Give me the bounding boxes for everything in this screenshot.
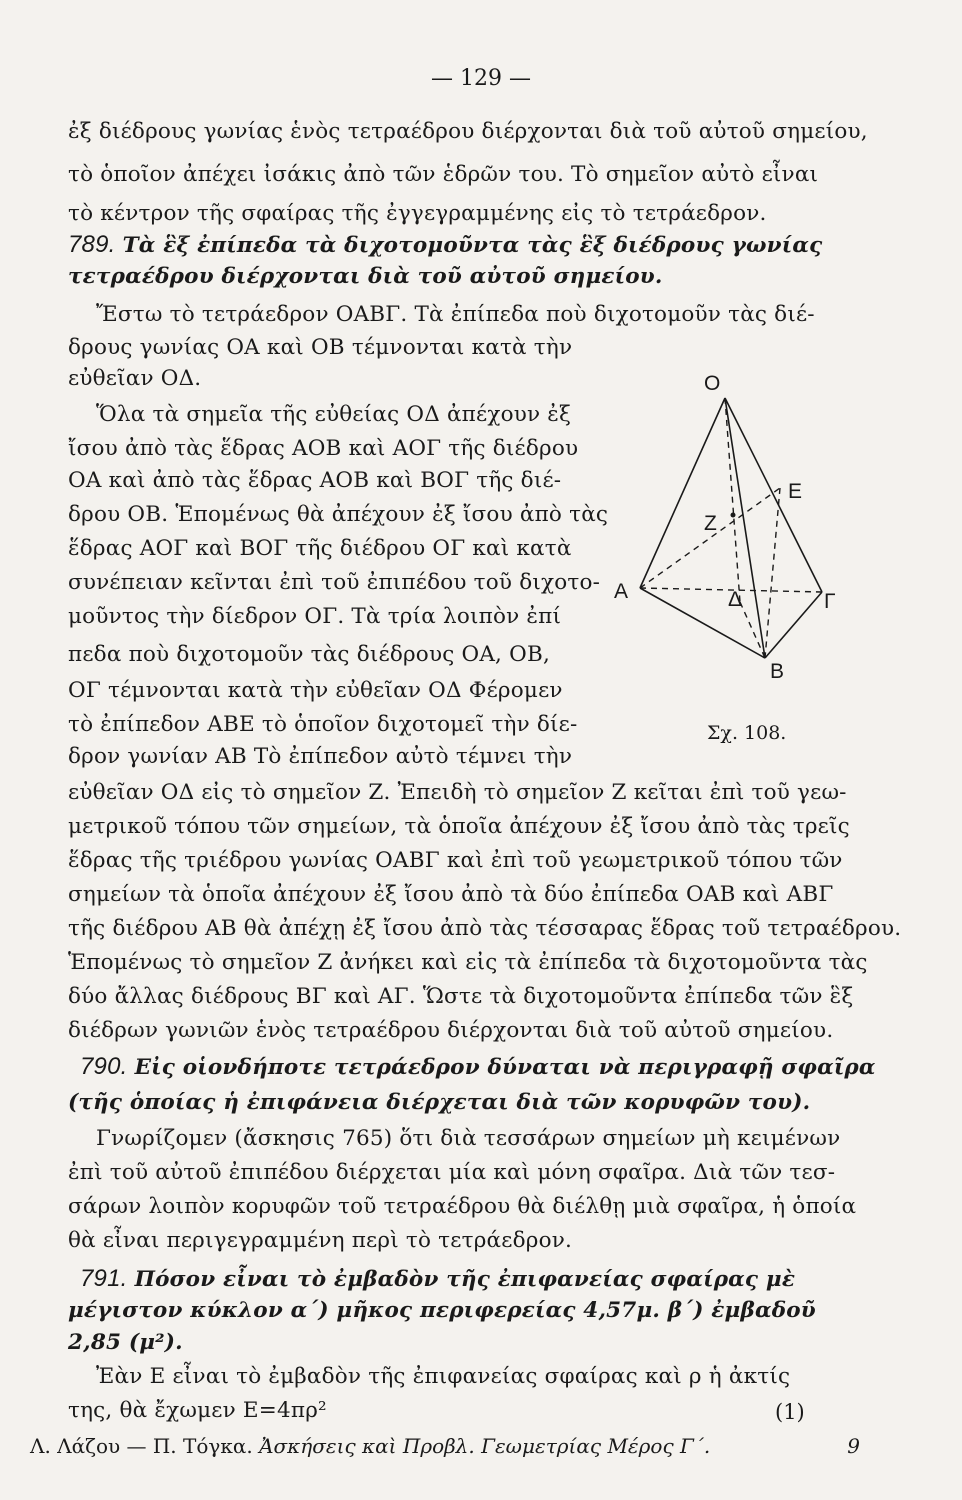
label-Z: Ζ xyxy=(704,512,717,535)
problem-number: 789. xyxy=(68,231,116,258)
problem-number: 790. xyxy=(80,1053,128,1080)
text-line: σημείων τὰ ὁποῖα ἀπέχουν ἐξ ἴσου ἀπὸ τὰ δύο ἐπίπεδα ΟΑΒ καὶ ΑΒΓ xyxy=(68,882,834,907)
figure-caption: Σχ. 108. xyxy=(707,722,787,744)
text-line: ἕδρας ΑΟΓ καὶ ΒΟΓ τῆς διέδρου ΟΓ καὶ κατὰ xyxy=(68,536,572,561)
text-line: ἴσου ἀπὸ τὰς ἕδρας ΑΟΒ καὶ ΑΟΓ τῆς διέδρου xyxy=(68,436,579,461)
text-line: εὐθεῖαν ΟΔ εἰς τὸ σημεῖον Ζ. Ἐπειδὴ τὸ σημεῖον Ζ κεῖται ἐπὶ τοῦ γεω- xyxy=(68,780,847,805)
text-line: Ἐὰν Ε εἶναι τὸ ἐμβαδὸν τῆς ἐπιφανείας σφαίρας καὶ ρ ἡ ἀκτίς xyxy=(96,1364,791,1389)
text-line: μοῦντος τὴν δίεδρον ΟΓ. Τὰ τρία λοιπὸν ἐπί xyxy=(68,604,562,629)
text-line: τετραέδρου διέρχονται διὰ τοῦ αὐτοῦ σημείου. xyxy=(68,264,663,289)
text-line: Ἔστω τὸ τετράεδρον ΟΑΒΓ. Τὰ ἐπίπεδα ποὺ διχοτομοῦν τὰς διέ- xyxy=(96,302,815,327)
text-line: δύο ἄλλας διέδρους ΒΓ καὶ ΑΓ. Ὥστε τὰ διχοτομοῦντα ἐπίπεδα τῶν ἓξ xyxy=(68,984,854,1009)
text-line: (τῆς ὁποίας ἡ ἐπιφάνεια διέρχεται διὰ τῶν κορυφῶν του). xyxy=(68,1090,811,1115)
line-AE xyxy=(640,488,780,588)
problem-number: 791. xyxy=(80,1265,128,1292)
line-OD xyxy=(725,398,740,602)
problem-790-heading: 790. Εἰς οἱονδήποτε τετράεδρον δύναται νὰ περιγραφῇ σφαῖρα xyxy=(80,1053,876,1080)
label-E: Ε xyxy=(788,480,803,503)
point-Z xyxy=(731,513,736,518)
label-B: Β xyxy=(770,660,785,683)
tetrahedron-figure xyxy=(600,370,840,750)
text-line: Γνωρίζομεν (ἄσκησις 765) ὅτι διὰ τεσσάρων σημείων μὴ κειμένων xyxy=(96,1126,841,1151)
label-A: Α xyxy=(614,580,629,603)
label-G: Γ xyxy=(824,590,836,613)
text-line: δρου ΟΒ. Ἑπομένως θὰ ἀπέχουν ἐξ ἴσου ἀπὸ τὰς xyxy=(68,502,609,527)
text-line: Ἑπομένως τὸ σημεῖον Ζ ἀνήκει καὶ εἰς τὰ ἐπίπεδα τὰ διχοτομοῦντα τὰς xyxy=(68,950,868,975)
text-line: ἐπὶ τοῦ αὐτοῦ ἐπιπέδου διέρχεται μία καὶ μόνη σφαῖρα. Διὰ τῶν τεσ- xyxy=(68,1160,836,1185)
page-footer xyxy=(30,1434,860,1458)
footer-authors: Λ. Λάζου — Π. Τόγκα. xyxy=(30,1434,253,1458)
edge-GB xyxy=(765,592,822,658)
text-line: θὰ εἶναι περιγεγραμμένη περὶ τὸ τετράεδρον. xyxy=(68,1228,573,1253)
label-D: Δ xyxy=(728,588,743,611)
footer-page-number: 9 xyxy=(847,1434,860,1458)
footer-title: Ἀσκήσεις καὶ Προβλ. Γεωμετρίας Μέρος Γ΄. xyxy=(259,1434,711,1458)
page-number: — 129 — xyxy=(431,66,531,91)
text-line: ἐξ διέδρους γωνίας ἑνὸς τετραέδρου διέρχονται διὰ τοῦ αὐτοῦ σημείου, xyxy=(68,119,868,144)
equation-number: (1) xyxy=(775,1400,805,1424)
text-line: ἕδρας τῆς τριέδρου γωνίας ΟΑΒΓ καὶ ἐπὶ τοῦ γεωμετρικοῦ τόπου τῶν xyxy=(68,848,843,873)
text-line: δρον γωνίαν ΑΒ Τὸ ἐπίπεδον αὐτὸ τέμνει τὴν xyxy=(68,744,573,769)
edge-OA xyxy=(640,398,725,588)
text-line: ΟΑ καὶ ἀπὸ τὰς ἕδρας ΑΟΒ καὶ ΒΟΓ τῆς διέ- xyxy=(68,468,562,493)
text-line: τὸ ἐπίπεδον ΑΒΕ τὸ ὁποῖον διχοτομεῖ τὴν δίε- xyxy=(68,712,578,737)
text-line: τὸ κέντρον τῆς σφαίρας τῆς ἐγγεγραμμένης εἰς τὸ τετράεδρον. xyxy=(68,201,767,226)
text-line: μέγιστον κύκλον α΄) μῆκος περιφερείας 4,57μ. β΄) ἐμβαδοῦ xyxy=(68,1298,816,1323)
text-line: πεδα ποὺ διχοτομοῦν τὰς διέδρους ΟΑ, ΟΒ, xyxy=(68,642,550,667)
text-line: εὐθεῖαν ΟΔ. xyxy=(68,366,202,391)
text-line: συνέπειαν κεῖνται ἐπὶ τοῦ ἐπιπέδου τοῦ διχοτο- xyxy=(68,570,601,595)
edge-AB xyxy=(640,588,765,658)
text-line: δρους γωνίας ΟΑ καὶ ΟΒ τέμνονται κατὰ τὴν xyxy=(68,335,573,360)
problem-789-heading: 789. Τὰ ἓξ ἐπίπεδα τὰ διχοτομοῦντα τὰς ἓξ διέδρους γωνίας xyxy=(68,231,823,258)
text-line: της, θὰ ἔχωμεν Ε=4πρ² xyxy=(68,1398,327,1423)
line-EB xyxy=(765,488,780,658)
text-line: διέδρων γωνιῶν ἑνὸς τετραέδρου διέρχονται διὰ τοῦ αὐτοῦ σημείου. xyxy=(68,1018,834,1043)
text-line: μετρικοῦ τόπου τῶν σημείων, τὰ ὁποῖα ἀπέχουν ἐξ ἴσου ἀπὸ τὰς τρεῖς xyxy=(68,814,850,839)
problem-791-heading: 791. Πόσον εἶναι τὸ ἐμβαδὸν τῆς ἐπιφανείας σφαίρας μὲ xyxy=(80,1265,796,1292)
label-O: Ο xyxy=(704,372,721,395)
text-line: σάρων λοιπὸν κορυφῶν τοῦ τετραέδρου θὰ διέλθῃ μιὰ σφαῖρα, ἡ ὁποία xyxy=(68,1194,857,1219)
text-line: 2,85 (μ²). xyxy=(68,1330,183,1355)
text-line: Ὅλα τὰ σημεῖα τῆς εὐθείας ΟΔ ἀπέχουν ἐξ xyxy=(96,402,572,427)
text-line: τῆς διέδρου ΑΒ θὰ ἀπέχῃ ἐξ ἴσου ἀπὸ τὰς τέσσαρας ἕδρας τοῦ τετραέδρου. xyxy=(68,916,902,941)
text-line: τὸ ὁποῖον ἀπέχει ἰσάκις ἀπὸ τῶν ἑδρῶν του. Τὸ σημεῖον αὐτὸ εἶναι xyxy=(68,162,819,187)
text-line: ΟΓ τέμνονται κατὰ τὴν εὐθεῖαν ΟΔ Φέρομεν xyxy=(68,678,563,703)
